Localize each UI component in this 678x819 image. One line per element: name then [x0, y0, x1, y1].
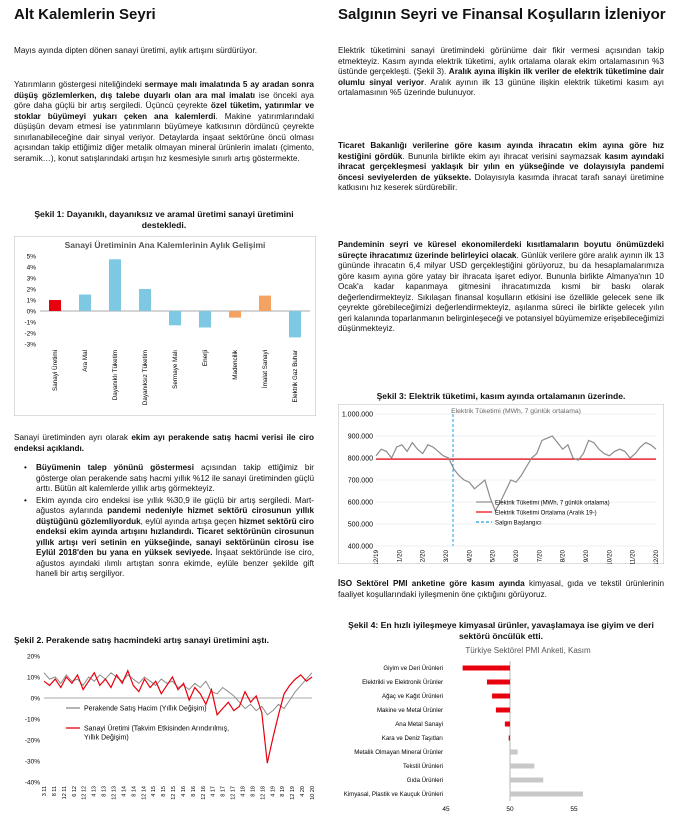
fig3-caption: Şekil 3: Elektrik tüketimi, kasım ayında ortalamanın üzerinde.: [376, 391, 626, 401]
fig4-chart: [338, 644, 664, 814]
x-tick-label: 8 15: [161, 786, 168, 797]
text-segment: . Aralık ayının ilk 13 gününe ilişkin elektrik tüketimi kasım ayı ortalamasının %5 üzerinde bulunuyor.: [338, 77, 664, 97]
chart-frame: [338, 404, 664, 564]
x-tick-label: 10/20: [606, 550, 614, 564]
bar: [79, 295, 91, 312]
text-segment: Pandeminin seyri ve küresel ekonomilerdeki kısıtlamaların boyutu önümüzdeki süreçte ihracatımız üzerinde belirleyici olacak: [338, 240, 664, 260]
y-tick-label: Ana Metal Sanayi: [395, 721, 443, 729]
right-heading: Salgının Seyri ve Finansal Koşulların İzleniyor: [338, 6, 666, 23]
legend-label: Elektrik Tüketimi (MWh, 7 günlük ortalama): [495, 500, 610, 507]
y-tick-label: Makine ve Metal Ürünler: [376, 707, 443, 715]
x-tick-label: İmalat Sanayi: [262, 350, 269, 389]
y-tick-label: 800.000: [347, 455, 373, 463]
text-segment: sermaye malı imalatında 5 ay aradan sonra düşüş gözlemlerken, dış talebe duyarlı olan ara mal imalatı: [14, 80, 314, 100]
x-tick-label: 8 11: [51, 786, 58, 797]
x-tick-label: 12 12: [81, 786, 88, 800]
legend-label: Yıllık Değişim): [84, 734, 129, 742]
x-tick-label: 4 16: [180, 786, 187, 797]
text-segment: . Bununla birlikte ekim ayı ihracat verisini saymazsak: [402, 151, 605, 161]
x-tick-label: Ara Mal: [82, 350, 89, 372]
right-paragraph-4: [338, 579, 664, 600]
fig4-svg: [338, 644, 664, 814]
text-segment: Ekim ayında ciro endeksi ise yıllık %30,9 ile güçlü bir artış sergiledi. Mart-ağustos aylarında: [36, 495, 314, 515]
x-tick-label: 55: [570, 806, 578, 813]
x-tick-label: 12 13: [111, 786, 118, 800]
chart-title: Elektrik Tüketimi (MWh, 7 günlük ortalama): [451, 408, 581, 415]
y-tick-label: 600.000: [347, 499, 373, 507]
x-tick-label: 4 15: [151, 786, 158, 797]
x-tick-label: 4 19: [270, 786, 277, 797]
y-tick-label: 4%: [26, 264, 36, 272]
right-paragraph-3: [338, 240, 664, 335]
x-tick-label: 6 12: [71, 786, 78, 797]
fig1-chart: [14, 236, 316, 416]
bar: [487, 680, 510, 685]
text-segment: ise önceki aya göre daha güçlü bir artış sergiledi. Üçüncü çeyrekte: [14, 90, 314, 110]
x-tick-label: 8 14: [131, 786, 138, 797]
x-tick-label: 12 14: [141, 786, 148, 800]
bar: [510, 764, 534, 769]
x-tick-label: Dayanıksız Tüketim: [142, 350, 149, 406]
text-segment: Sanayi üretiminden ayrı olarak: [14, 433, 132, 442]
x-tick-label: 4 13: [91, 786, 98, 797]
x-tick-label: Sanayi Üretimi: [52, 350, 59, 391]
x-tick-label: 3/20: [443, 550, 450, 563]
x-tick-label: 7/20: [536, 550, 544, 563]
x-tick-label: 4 18: [240, 786, 247, 797]
y-tick-label: 700.000: [347, 477, 373, 485]
x-tick-label: 5/20: [489, 550, 497, 563]
text-segment: Elektrik tüketimini sanayi üretimindeki görünüme dair fikir vermesi açısından takip etmekteyiz. Kasım ayında elektrik tüketimi, aylık ortalama olarak ekim ortalamasının %3 üstünde gerçekleşti. (Şekil 3).: [338, 46, 664, 76]
left-paragraph-3: [14, 433, 314, 454]
x-tick-label: 12 11: [61, 786, 68, 800]
x-tick-label: 3 11: [42, 786, 48, 797]
bar: [109, 259, 121, 311]
left-paragraph-1: Mayıs ayında dipten dönen sanayi üretimi, aylık artışını sürdürüyor.: [14, 46, 258, 55]
legend-label: Elektrik Tüketimi Ortalama (Aralık 19-): [495, 510, 597, 517]
y-tick-label: 900.000: [347, 433, 373, 441]
y-tick-label: Tekstil Ürünleri: [403, 763, 443, 771]
bullet-item: [14, 496, 314, 580]
x-tick-label: Dayanıklı Tüketim: [112, 350, 119, 401]
x-tick-label: 4 17: [210, 786, 217, 797]
fig3-chart: [338, 404, 664, 564]
x-tick-label: 8 18: [250, 786, 257, 797]
y-tick-label: 0%: [30, 695, 40, 703]
text-segment: Ticaret Bakanlığı verilerine göre kasım ayında ihracatın ekim ayına göre hız kestiğini gördük: [338, 141, 664, 161]
left-bullet-list: [14, 463, 314, 581]
bar: [509, 736, 510, 741]
x-tick-label: 4 20: [300, 786, 307, 797]
x-tick-label: 12 16: [200, 786, 207, 800]
chart-title: Türkiye Sektörel PMI Anketi, Kasım: [465, 646, 591, 655]
bar: [505, 722, 510, 727]
x-tick-label: 12/19: [373, 550, 380, 564]
chart-title: Sanayi Üretiminin Ana Kalemlerinin Aylık Gelişimi: [64, 240, 266, 250]
text-segment: ekim ayı perakende satış hacmi verisi ile ciro endeksi açıklandı.: [14, 433, 314, 453]
left-heading: Alt Kalemlerin Seyri: [14, 6, 156, 23]
y-tick-label: 1%: [26, 297, 36, 305]
x-tick-label: 11/20: [629, 550, 637, 564]
y-tick-label: 400.000: [347, 543, 373, 551]
text-segment: , eylül ayında artışa geçen: [140, 516, 239, 526]
y-tick-label: -20%: [24, 737, 40, 745]
legend-label: Perakende Satış Hacim (Yıllık Değişim): [84, 705, 207, 713]
fig1-caption: Şekil 1: Dayanıklı, dayanıksız ve aramal üretimi sanayi üretimini destekledi.: [34, 209, 294, 230]
bar: [510, 792, 583, 797]
text-segment: . Makine yatırımlarındaki düşüşün devam etmesi ise yatırımların büyümeye katkısının dördüncü çeyrekte sınırlanabileceğine dair sinyal veriyor. Detaylarda inşaat sektörüne öncü olması açısından takip ettiğimiz diğer metalik olmayan mineral ürünlerin imalatı (çimento, seramik…), konut satışlarındaki artışın hız kesmesiyle sınırlı artış göstermekte.: [14, 111, 314, 163]
y-tick-label: 10%: [26, 674, 40, 682]
right-paragraph-2: [338, 141, 664, 194]
bar: [229, 311, 241, 318]
x-tick-label: 12 18: [260, 786, 267, 800]
y-tick-label: Metalik Olmayan Mineral Ürünler: [354, 749, 443, 757]
bar: [199, 311, 211, 328]
fig1-svg: [14, 236, 316, 416]
y-tick-label: 5%: [26, 253, 36, 261]
fig2-chart: [14, 650, 316, 814]
y-tick-label: -2%: [24, 330, 36, 338]
fig2-svg: [14, 650, 316, 814]
text-segment: . Günlük verilere göre aralık ayının ilk 13 gününde ihracatın 6,4 milyar USD gerçekleştiğini görüyoruz, bu da hesaplamalarımıza göre kasım ayına göre yatay bir ihracata işaret ediyor. Bununla birlikte Almanya'nın 10 Ocak'a kadar kapanmaya gitmesini ihracatımızda kısmi bir baskı olarak değerlendirmekteyiz. Sıkılaşan finansal koşulların etkisini ise özellikle gelecek sene ilk çeyrekte görebileceğimizi değerlendirmekteyiz, aşılanma süreci ile birlikte gelecek yılın geri kalanında toparlanmanın belirginleşeceği ve potansiyel büyümemize erişebileceğimizi düşünmekteyiz.: [338, 250, 664, 333]
bar: [492, 694, 510, 699]
text-segment: pandemi nedeniyle hizmet sektörü cirosunun yıllık düştüğünü gözlemliyorduk: [36, 506, 314, 526]
x-tick-label: 1/20: [396, 550, 404, 563]
bar: [169, 311, 181, 325]
x-tick-label: Elektrik Gaz Buhar: [292, 350, 299, 403]
bar: [49, 300, 61, 311]
left-paragraph-2: [14, 80, 314, 164]
y-tick-label: -3%: [24, 341, 36, 349]
x-tick-label: 8/20: [559, 550, 567, 563]
x-tick-label: 2/20: [419, 550, 427, 563]
fig3-svg: [338, 404, 664, 564]
y-tick-label: 3%: [26, 275, 36, 283]
x-tick-label: 12 15: [171, 786, 178, 800]
bar: [496, 708, 510, 713]
bar: [463, 666, 510, 671]
y-tick-label: 0%: [26, 308, 36, 316]
right-paragraph-1: [338, 46, 664, 99]
y-tick-label: -10%: [24, 716, 40, 724]
y-tick-label: Kimyasal, Plastik ve Kauçuk Ürünleri: [343, 791, 443, 799]
y-tick-label: -30%: [24, 758, 40, 766]
chart-frame: [14, 236, 316, 416]
text-segment: İSO Sektörel PMI anketine göre kasım ayında: [338, 579, 525, 588]
bar: [139, 289, 151, 311]
x-tick-label: Sermaye Malı: [172, 350, 179, 389]
bar: [510, 778, 543, 783]
y-tick-label: Elektrikli ve Elektronik Ürünler: [362, 679, 443, 687]
y-tick-label: Gıda Ürünleri: [406, 777, 443, 785]
bar: [510, 750, 518, 755]
text-segment: Dolayısıyla kasımda ihracat tarafı sanayi üretimine katkısını hız keserek sürdürebilir.: [338, 172, 664, 192]
text-segment: kasım ayındaki ihracat gerçekleşmesi yaklaşık bir yılın en yükseğinde ve dolayısıyla pandemi öncesi seviyelerden de yüksekte.: [338, 151, 665, 182]
x-tick-label: Enerji: [202, 350, 209, 367]
y-tick-label: Kara ve Deniz Taşıtları: [381, 735, 443, 743]
bar: [289, 311, 301, 337]
x-tick-label: 50: [506, 806, 514, 813]
y-tick-label: 20%: [26, 653, 40, 661]
x-tick-label: 10 20: [310, 786, 316, 800]
fig4-caption: Şekil 4: En hızlı iyileşmeye kimyasal ürünler, yavaşlamaya ise giyim ve deri sektörü öncülük etti.: [348, 620, 654, 641]
x-tick-label: 8 17: [220, 786, 227, 797]
text-segment: kimyasal, gıda ve tekstil ürünlerinin faaliyet koşullarındaki iyileşmenin öne çıktığını görüyoruz.: [338, 579, 664, 599]
x-tick-label: 4 14: [121, 786, 128, 797]
text-segment: Büyümenin talep yönünü göstermesi: [36, 463, 194, 472]
y-tick-label: -40%: [24, 779, 40, 787]
x-tick-label: 9/20: [583, 550, 590, 563]
text-segment: Aralık ayına ilişkin ilk veriler de elektrik tüketimine dair olumlu sinyal veriyor: [338, 67, 665, 87]
text-segment: İnşaat sektöründe ise ciro, ağustos ayındaki ılımlı artıştan sonra ekimde, eylüle benzer şekilde gift haneli bir artış sergiliyor.: [36, 548, 314, 578]
text-segment: özel tüketim, yatırımlar ve stoklar büyümeyi yukarı çeken ana kalemlerdi: [14, 101, 315, 121]
y-tick-label: Ağaç ve Kağıt Ürünleri: [382, 693, 443, 701]
x-tick-label: 45: [442, 806, 450, 813]
y-tick-label: Giyim ve Deri Ürünleri: [383, 665, 443, 673]
text-segment: Yatırımların göstergesi niteliğindeki: [14, 80, 145, 89]
x-tick-label: 6/20: [513, 550, 520, 563]
x-tick-label: 4/20: [466, 550, 474, 563]
text-segment: açısından takip ettiğimiz bir gösterge olan perakende satış hacmi yıllık %12 ile sanayi üretiminden güçlü arttı. Bütün alt kalemlerde yıllık artış görmekteyiz.: [36, 463, 314, 493]
x-tick-label: 12 17: [230, 786, 237, 800]
y-tick-label: 1.000.000: [341, 411, 373, 419]
legend-label: Sanayi Üretimi (Takvim Etkisinden Arındırılmış,: [84, 725, 230, 733]
bullet-item: [14, 463, 314, 495]
legend-label: Salgın Başlangıcı: [495, 520, 542, 527]
x-tick-label: 12/20: [653, 550, 660, 564]
x-tick-label: 8 13: [101, 786, 108, 797]
x-tick-label: 8 19: [280, 786, 287, 797]
x-tick-label: 8 16: [190, 786, 197, 797]
x-tick-label: Madencilik: [232, 350, 239, 380]
y-tick-label: -1%: [24, 319, 36, 327]
bar: [259, 296, 271, 311]
y-tick-label: 2%: [26, 286, 36, 294]
fig2-caption: Şekil 2. Perakende satış hacmindeki artış sanayi üretimini aştı.: [14, 635, 270, 645]
text-segment: hizmet sektörü ciro endeksi ekim ayında artışını hızlandırdı. Ticaret sektörünün cirosunun yıllık artışı veri setinin en yükseğinde, sanayi sektörünün cirosu ise Eylül 2018'den bu yana en yüksek seviyede.: [36, 516, 314, 557]
x-tick-label: 12 19: [290, 786, 297, 800]
y-tick-label: 500.000: [347, 521, 373, 529]
